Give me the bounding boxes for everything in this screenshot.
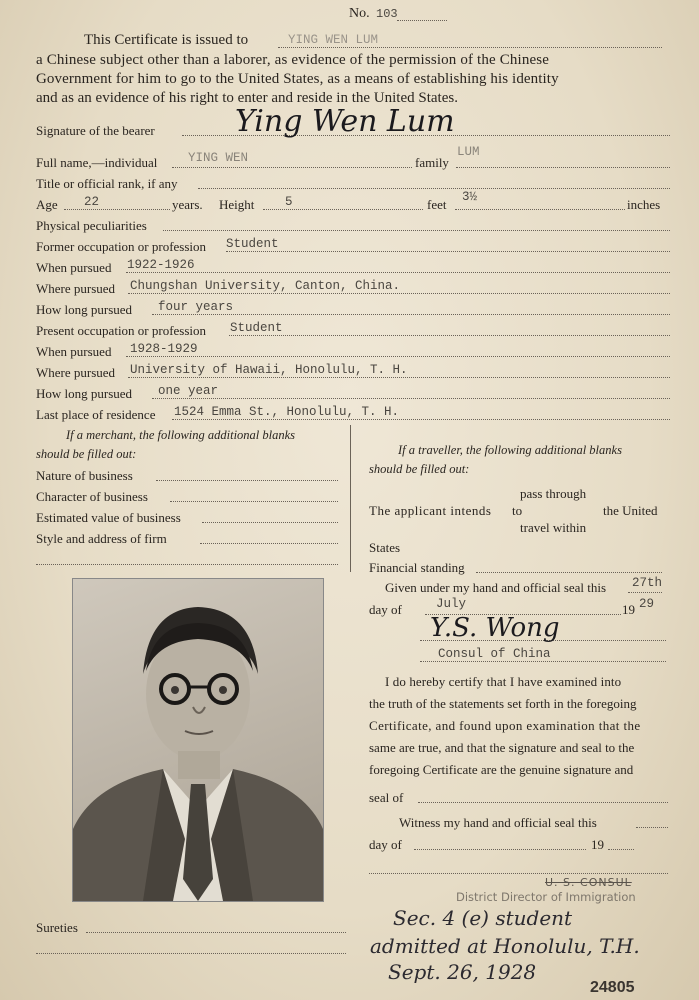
family-value: LUM [457,145,480,159]
intro-line-3: Government for him to go to the United States, as a means of establishing his identity [36,71,559,87]
style-address-dots [200,543,338,544]
signature-label: Signature of the bearer [36,123,155,138]
style-address-label: Style and address of firm [36,531,167,546]
exam-year-dots [608,849,634,850]
title-dots [198,188,670,189]
intro-name-dots [278,47,662,48]
financial-label: Financial standing [369,560,465,575]
last-residence-label: Last place of residence [36,407,156,422]
full-name-value: YING WEN [188,151,249,165]
last-residence-value: 1524 Emma St., Honolulu, T. H. [174,405,400,419]
sureties-extra-dots [36,953,346,954]
to-label: to [512,503,523,518]
states-label: States [369,540,401,555]
sureties-label: Sureties [36,920,78,935]
handwritten-note-line-1: Sec. 4 (e) student [393,906,573,930]
day-of-label: day of [369,602,402,617]
bearer-photo [72,578,324,902]
consul-title-dots [420,661,666,662]
height-inches-value: 3½ [462,190,478,204]
exam-line-5: foregoing Certificate are the genuine signature and [369,762,634,777]
exam-line-1: I do hereby certify that I have examined into [385,674,622,689]
age-value: 22 [84,195,100,209]
how-long-2-label: How long pursued [36,386,133,401]
former-occupation-value: Student [226,237,279,251]
merchant-heading-2: should be filled out: [36,447,137,461]
certificate-number-value: 103 [376,7,398,21]
where-pursued-1-dots [128,293,670,294]
title-label: Title or official rank, if any [36,176,178,191]
certificate-number-dots [397,20,447,21]
file-number: 24805 [590,979,635,996]
given-day-dots [628,592,662,593]
exam-line-2: the truth of the statements set forth in the foregoing [369,696,637,711]
seal-of-label: seal of [369,790,404,805]
witness-label: Witness my hand and official seal this [399,815,597,830]
where-pursued-2-value: University of Hawaii, Honolulu, T. H. [130,363,408,377]
exam-line-4: same are true, and that the signature and seal to the [369,740,635,755]
traveller-heading-1: If a traveller, the following additional blanks [398,443,622,457]
inches-label: inches [627,197,661,212]
where-pursued-2-label: Where pursued [36,365,116,380]
consul-title: Consul of China [438,647,551,661]
financial-dots [476,572,662,573]
pass-through-label: pass through [520,486,587,501]
handwritten-note-line-3: Sept. 26, 1928 [388,960,537,984]
how-long-2-dots [152,398,670,399]
seal-of-dots [418,802,668,803]
age-dots [64,209,170,210]
character-label: Character of business [36,489,148,504]
how-long-1-label: How long pursued [36,302,133,317]
family-label: family [415,155,449,170]
full-name-dots [172,167,412,168]
intro-name-typed: YING WEN LUM [288,33,379,47]
merchant-extra-dots [36,564,338,565]
year-suffix-value: 29 [639,597,655,611]
intro-line-4: and as an evidence of his right to enter and reside in the United States. [36,90,458,106]
given-day-value: 27th [632,576,663,590]
present-occupation-value: Student [230,321,283,335]
exam-day-dots [414,849,586,850]
intro-line-1: This Certificate is issued to [84,32,249,48]
when-pursued-2-value: 1928-1929 [130,342,198,356]
when-pursued-1-label: When pursued [36,260,112,275]
character-dots [170,501,338,502]
the-united-label: the United [603,503,658,518]
intro-line-2: a Chinese subject other than a laborer, as evidence of the permission of the Chinese [36,52,550,68]
where-pursued-2-dots [128,377,670,378]
when-pursued-1-value: 1922-1926 [127,258,195,272]
how-long-1-dots [152,314,670,315]
sureties-dots [86,932,346,933]
witness-day-dots [636,827,668,828]
where-pursued-1-label: Where pursued [36,281,116,296]
family-dots [456,167,670,168]
us-consul-stamp: U. S. CONSUL [545,876,632,889]
height-label: Height [219,197,255,212]
present-occupation-label: Present occupation or profession [36,323,207,338]
handwritten-note-line-2: admitted at Honolulu, T.H. [370,934,640,958]
when-pursued-2-dots [126,356,670,357]
height-inches-dots [455,209,625,210]
nature-label: Nature of business [36,468,133,483]
how-long-2-value: one year [158,384,219,398]
merchant-heading-1: If a merchant, the following additional blanks [66,428,296,442]
exam-year-prefix: 19 [591,837,604,852]
year-prefix-label: 19 [622,602,635,617]
given-under-label: Given under my hand and official seal this [385,580,607,595]
full-name-label: Full name,—individual [36,155,158,170]
physical-dots [163,230,670,231]
last-residence-dots [172,419,670,420]
nature-dots [156,480,338,481]
district-director-stamp: District Director of Immigration [456,890,636,904]
age-label: Age [36,197,58,212]
bearer-signature: Ying Wen Lum [235,104,455,139]
consul-signature: Y.S. Wong [430,613,560,643]
estimated-value-dots [202,522,338,523]
height-feet-dots [263,209,423,210]
exam-signature-dots [369,873,668,874]
exam-day-of-label: day of [369,837,402,852]
former-occupation-label: Former occupation or profession [36,239,207,254]
travel-within-label: travel within [520,520,587,535]
when-pursued-1-dots [126,272,670,273]
certificate-number-label: No. [349,6,370,21]
height-feet-value: 5 [285,195,293,209]
when-pursued-2-label: When pursued [36,344,112,359]
where-pursued-1-value: Chungshan University, Canton, China. [130,279,401,293]
physical-label: Physical peculiarities [36,218,147,233]
estimated-value-label: Estimated value of business [36,510,181,525]
present-occupation-dots [229,335,670,336]
how-long-1-value: four years [158,300,234,314]
column-divider [350,425,351,572]
portrait-illustration [73,579,323,901]
years-label: years. [172,197,203,212]
month-value: July [436,597,467,611]
exam-line-3: Certificate, and found upon examination that the [369,718,641,733]
former-occupation-dots [226,251,670,252]
traveller-heading-2: should be filled out: [369,462,470,476]
feet-label: feet [427,197,447,212]
applicant-label: The applicant intends [369,503,492,518]
